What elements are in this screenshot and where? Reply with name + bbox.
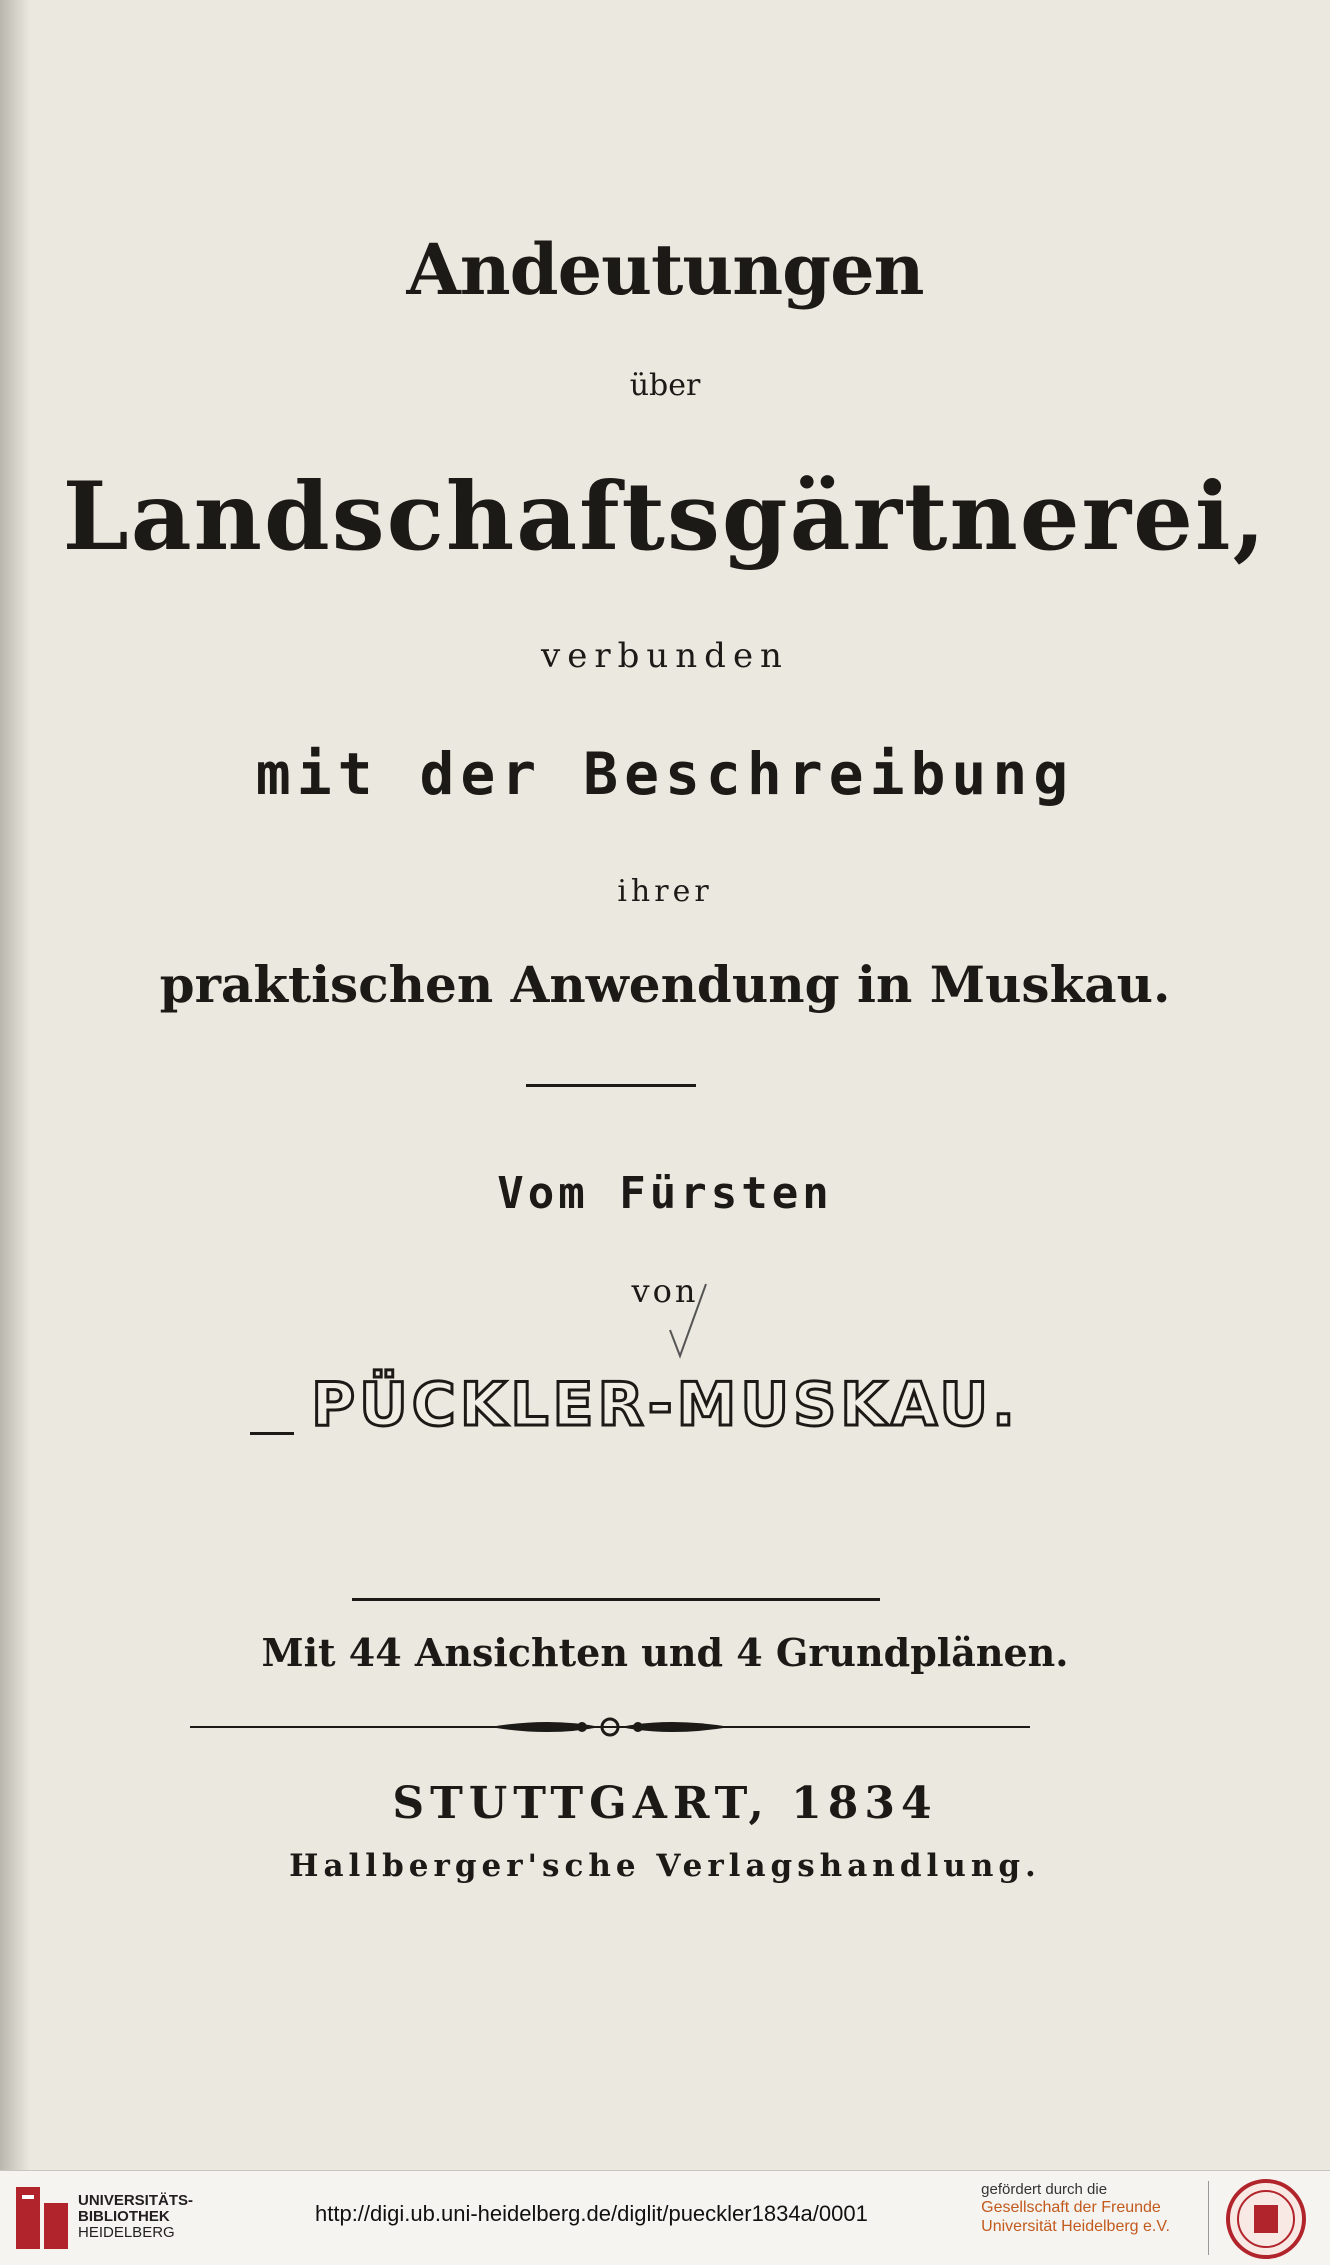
place-year: STUTTGART, 1834 — [392, 1778, 938, 1829]
library-logo-icon[interactable] — [14, 2185, 70, 2251]
title-line-main: Landschaftsgärtnerei, — [62, 462, 1268, 572]
sponsor-block[interactable] — [981, 2181, 1170, 2236]
title-line-ihrer: ihrer — [617, 874, 713, 909]
title-line-andeutungen: Andeutungen — [406, 228, 924, 311]
short-rule — [526, 1084, 696, 1087]
library-name-line3: HEIDELBERG — [78, 2224, 175, 2241]
long-rule — [352, 1598, 880, 1601]
page-edge-shadow — [0, 0, 30, 2170]
author-name: PÜCKLER-MUSKAU. — [311, 1370, 1019, 1440]
library-name-line2: BIBLIOTHEK — [78, 2208, 170, 2225]
footer-bar — [0, 2170, 1330, 2265]
publisher: Hallberger'sche Verlagshandlung. — [289, 1848, 1041, 1884]
illustrations-note: Mit 44 Ansichten und 4 Grundplänen. — [261, 1630, 1069, 1675]
title-line-verbunden: verbunden — [541, 636, 789, 676]
title-line-anwendung: praktischen Anwendung in Muskau. — [159, 955, 1171, 1014]
pencil-check-mark — [668, 1282, 708, 1362]
title-line-ueber: über — [629, 368, 701, 403]
author-intro: Vom Fürsten — [497, 1168, 833, 1219]
footer-divider — [1208, 2181, 1209, 2255]
library-name-line1: UNIVERSITÄTS- — [78, 2192, 194, 2209]
sponsor-line1: Gesellschaft der Freunde — [981, 2199, 1161, 2216]
sponsor-line2: Universität Heidelberg e.V. — [981, 2218, 1170, 2235]
ornamental-rule — [190, 1712, 1030, 1742]
author-von: von — [631, 1272, 699, 1310]
permalink-url[interactable]: http://digi.ub.uni-heidelberg.de/diglit/pueckler1834a/0001 — [315, 2201, 868, 2226]
pencil-dash — [250, 1432, 294, 1435]
title-line-beschreibung: mit der Beschreibung — [255, 740, 1075, 808]
university-seal-icon[interactable] — [1222, 2177, 1310, 2261]
sponsor-prefix: gefördert durch die — [981, 2181, 1108, 2198]
